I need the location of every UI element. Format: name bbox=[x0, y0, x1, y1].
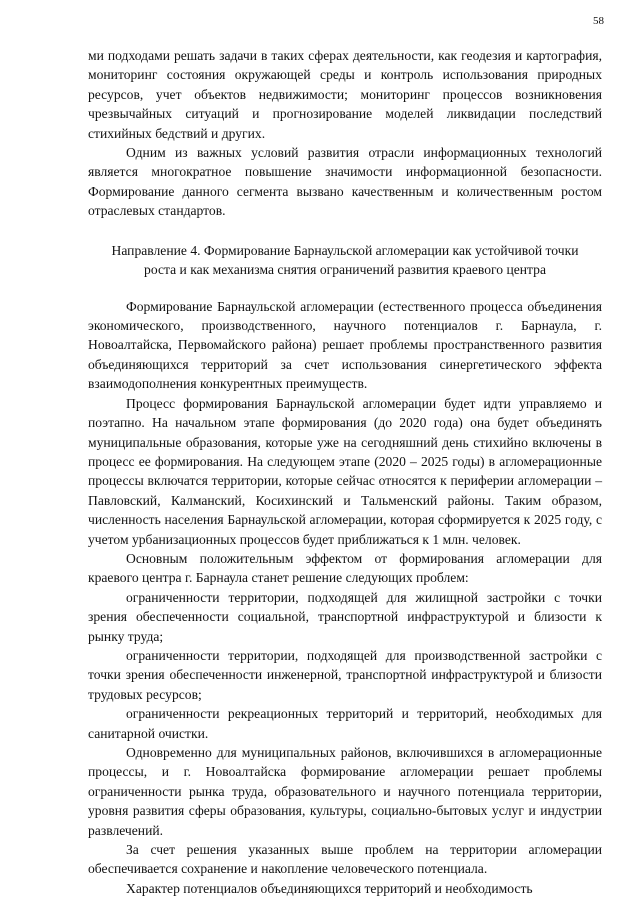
list-item-industrial: ограниченности территории, подходящей для производственной застройки с точки зрения обеспеченности инженерной, транспортной инфраструктурой и близости трудовых ресурсов; bbox=[88, 647, 602, 702]
paragraph-main-effect: Основным положительным эффектом от формирования агломерации для краевого центра г. Барнаула станет решение следующих проблем: bbox=[88, 550, 602, 586]
paragraph-formation-process: Процесс формирования Барнаульской агломерации будет идти управляемо и поэтапно. На начальном этапе формирования (до 2020 года) она будет объединять муниципальные образования, которые уже на сегодняшний день стихийно включены в процесс ее формирования. На следующем этапе (2020 – 2025 годы) в агломерационные процессы включатся территории, которые сейчас относятся к периферии агломерации – Павловский, Калманский, Косихинский и Тальменский районы. Таким образом, численность населения Барнаульской агломерации, которая сформируется к 2025 году, с учетом урбанизационных процессов будет приближаться к 1 млн. человек. bbox=[88, 395, 602, 547]
paragraph-character: Характер потенциалов объединяющихся территорий и необходимость bbox=[126, 880, 533, 896]
page-number: 58 bbox=[593, 15, 604, 27]
paragraph-agglomeration-intro: Формирование Барнаульской агломерации (естественного процесса объединения экономического, производственного, научного потенциалов г. Барнаула, г. Новоалтайска, Первомайского района) решает проблемы пространственного развития объединяющихся территорий за счет использования синергетического эффекта взаимодополнения конкурентных преимуществ. bbox=[88, 298, 602, 392]
paragraph-continuation: ми подходами решать задачи в таких сферах деятельности, как геодезия и картография, мониторинг состояния окружающей среды и контроль использования природных ресурсов, учет объектов недвижимости; мониторинг процессов возникновения чрезвычайных ситуаций и прогнозирование моделей ликвидации последствий стихийных бедствий и других. bbox=[88, 48, 602, 141]
list-item-recreation: ограниченности рекреационных территорий и территорий, необходимых для санитарной очистки. bbox=[88, 706, 602, 741]
paragraph-districts: Одновременно для муниципальных районов, включившихся в агломерационные процессы, и г. Новоалтайска формирование агломерации решает проблемы ограниченности рынка труда, образовательного и научного потенциала территории, уровня развития сферы образования, культуры, социально-бытовых услуг и индустрии развлечений. bbox=[88, 745, 602, 838]
paragraph-infosec: Одним из важных условий развития отрасли информационных технологий является многократное повышение значимости информационной безопасности. Формирование данного сегмента вызвано качественным и количественным ростом отраслевых стандартов. bbox=[88, 145, 602, 219]
paragraph-human-potential: За счет решения указанных выше проблем на территории агломерации обеспечивается сохранение и накопление человеческого потенциала. bbox=[88, 842, 602, 877]
list-item-housing: ограниченности территории, подходящей для жилищной застройки с точки зрения обеспеченности социальной, транспортной инфраструктурой и близости к рынку труда; bbox=[88, 589, 602, 644]
section-heading: Направление 4. Формирование Барнаульской агломерации как устойчивой точки роста и как механизма снятия ограничений развития краевого центра bbox=[111, 242, 579, 277]
